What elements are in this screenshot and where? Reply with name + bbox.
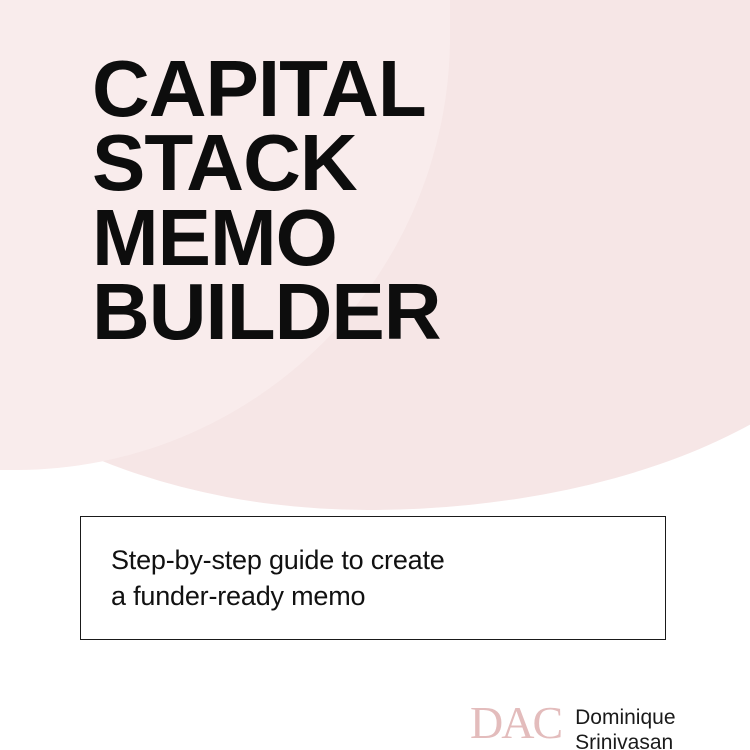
brand-signature (470, 697, 676, 750)
brand-name (575, 700, 675, 750)
subtitle-line-2: a funder-ready memo (111, 580, 366, 611)
page-title (92, 44, 692, 357)
brand-monogram-logo: DAC (470, 697, 562, 748)
title-line-4: BUILDER (92, 267, 441, 357)
title-line-3: MEMO (92, 192, 337, 282)
subtitle-line-1: Step-by-step guide to create (111, 545, 445, 575)
brand-name-line-1: Dominique (575, 706, 676, 729)
subtitle-text (111, 543, 641, 615)
subtitle-box (80, 516, 666, 640)
title-line-2: STACK (92, 118, 357, 208)
brand-name-line-2: Srinivasan (575, 730, 674, 750)
title-line-1: CAPITAL (92, 44, 426, 133)
